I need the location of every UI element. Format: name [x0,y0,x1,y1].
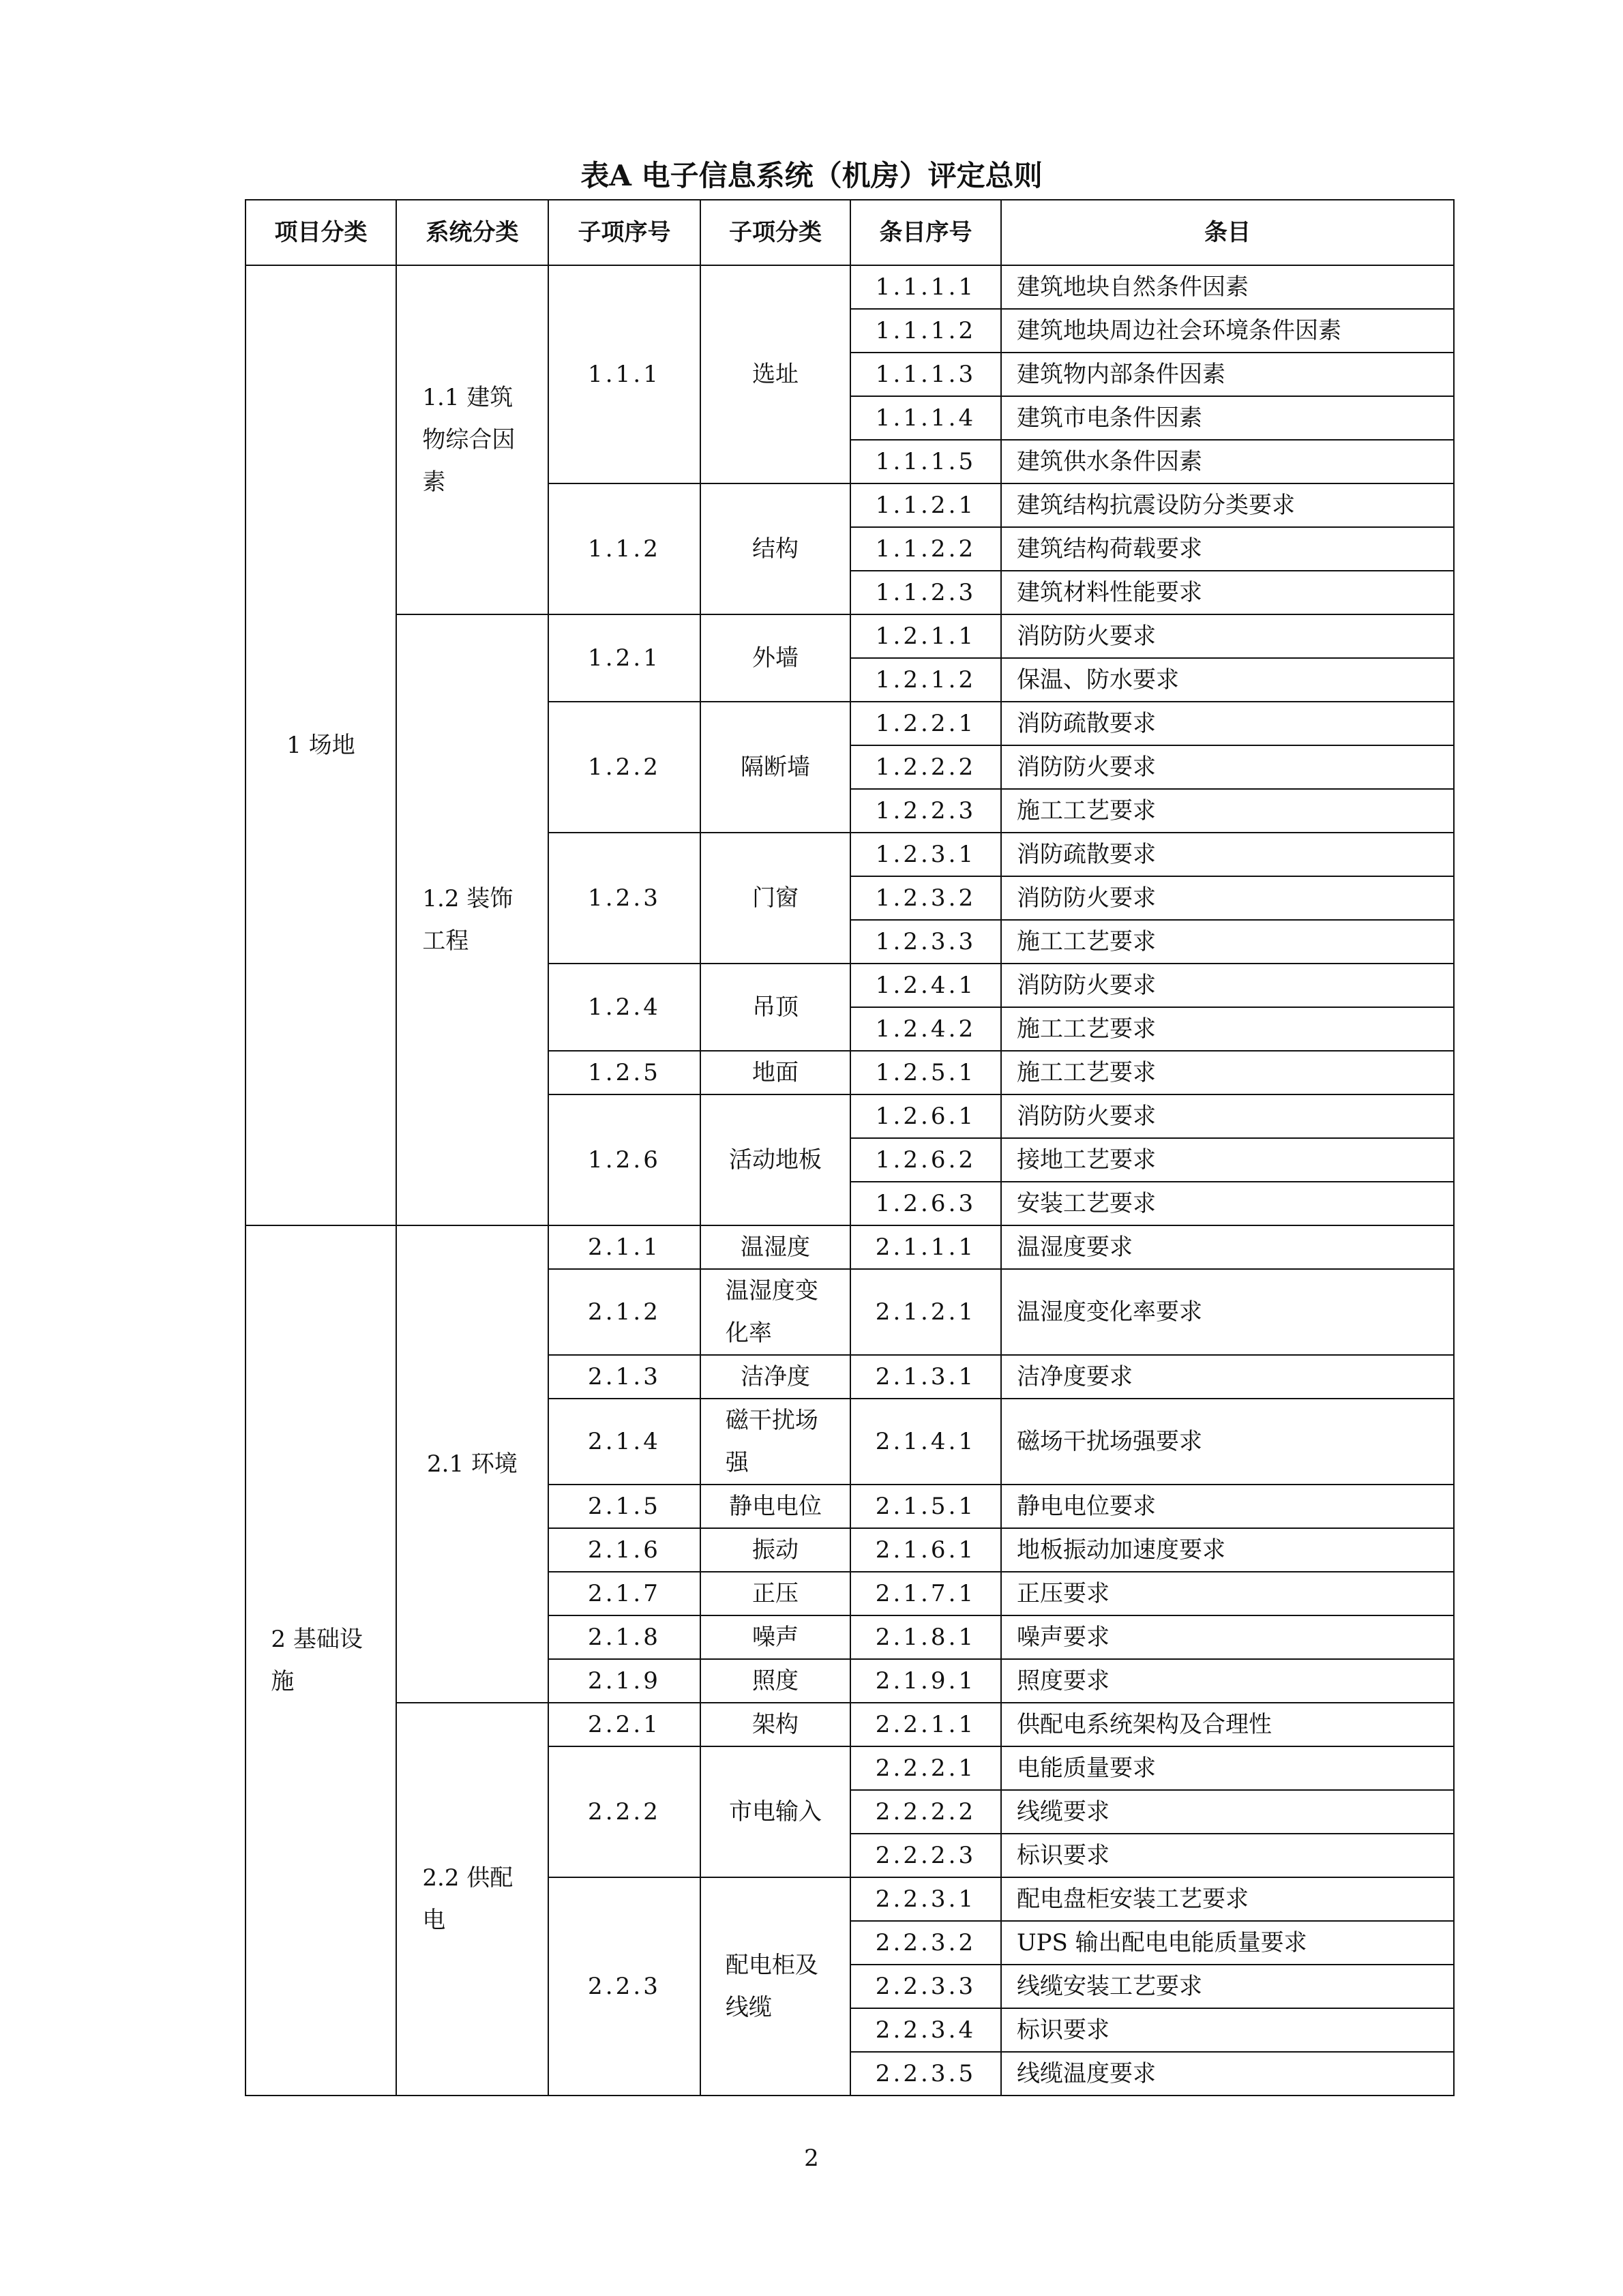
table-title: 表A 电子信息系统（机房）评定总则 [580,159,1043,192]
item-no-cell: 2.1.2.1 [850,1269,1001,1355]
item-no-cell: 1.1.2.1 [850,483,1001,527]
subitem-category-cell [700,1355,850,1399]
project-category-cell [245,265,396,1225]
item-cell: 标识要求 [1001,2008,1454,2052]
item-cell: 噪声要求 [1001,1615,1454,1659]
project-category-cell [245,1225,396,2096]
item-cell: 温湿度变化率要求 [1001,1269,1454,1355]
item-cell: 洁净度要求 [1001,1355,1454,1399]
item-cell: 静电电位要求 [1001,1485,1454,1528]
subitem-category-cell [700,1615,850,1659]
item-no-cell: 1.2.2.3 [850,789,1001,833]
item-cell: 建筑地块周边社会环境条件因素 [1001,309,1454,353]
header-project-category: 项目分类 [245,200,396,265]
subitem-category-cell [700,265,850,483]
item-cell: 线缆温度要求 [1001,2052,1454,2096]
item-cell: 正压要求 [1001,1572,1454,1615]
system-category-cell [396,1225,548,1703]
header-system-category: 系统分类 [396,200,548,265]
subitem-category-cell-text: 选址 [752,361,799,388]
subitem-category-cell-text: 照度 [752,1667,799,1695]
subitem-category-cell [700,483,850,614]
item-no-cell: 2.2.2.1 [850,1746,1001,1790]
subitem-no-cell: 1.1.1 [548,265,700,483]
subitem-category-cell [700,833,850,964]
item-cell: UPS 输出配电电能质量要求 [1001,1921,1454,1965]
item-no-cell: 2.2.3.2 [850,1921,1001,1965]
item-no-cell: 1.2.2.2 [850,745,1001,789]
item-no-cell: 1.1.1.3 [850,353,1001,396]
subitem-category-cell [700,1051,850,1094]
subitem-no-cell: 2.1.6 [548,1528,700,1572]
subitem-no-cell: 1.1.2 [548,483,700,614]
item-no-cell: 2.2.3.5 [850,2052,1001,2096]
system-category-cell-text: 2.1 环境 [427,1450,518,1478]
item-no-cell: 1.2.6.3 [850,1182,1001,1225]
item-no-cell: 1.1.2.3 [850,571,1001,614]
item-no-cell: 2.1.9.1 [850,1659,1001,1703]
item-cell: 磁场干扰场强要求 [1001,1399,1454,1485]
subitem-category-cell-text: 振动 [752,1536,799,1564]
item-cell: 施工工艺要求 [1001,920,1454,964]
subitem-category-cell-text: 配电柜及线缆 [725,1952,818,2021]
item-no-cell: 1.1.1.4 [850,396,1001,440]
item-no-cell: 2.1.3.1 [850,1355,1001,1399]
page-number: 2 [804,2145,819,2172]
subitem-category-cell [700,1572,850,1615]
item-cell: 消防防火要求 [1001,614,1454,658]
subitem-category-cell-text: 隔断墙 [741,754,810,781]
subitem-no-cell: 2.2.1 [548,1703,700,1746]
item-cell: 建筑供水条件因素 [1001,440,1454,483]
project-category-cell-text: 2 基础设施 [271,1626,363,1695]
subitem-category-cell-text: 磁干扰场强 [725,1407,818,1476]
item-cell: 电能质量要求 [1001,1746,1454,1790]
item-no-cell: 2.1.4.1 [850,1399,1001,1485]
subitem-category-cell [700,1746,850,1877]
item-no-cell: 1.1.1.2 [850,309,1001,353]
item-cell: 接地工艺要求 [1001,1138,1454,1182]
subitem-no-cell: 2.1.3 [548,1355,700,1399]
header-subitem-no: 子项序号 [548,200,700,265]
system-category-cell [396,265,548,614]
item-cell: 供配电系统架构及合理性 [1001,1703,1454,1746]
item-no-cell: 1.2.1.2 [850,658,1001,702]
subitem-no-cell: 2.1.5 [548,1485,700,1528]
system-category-cell-text: 1.2 装饰工程 [422,885,513,955]
item-cell: 消防防火要求 [1001,1094,1454,1138]
item-cell: 线缆要求 [1001,1790,1454,1834]
header-row [245,200,1454,265]
item-cell: 施工工艺要求 [1001,1051,1454,1094]
subitem-category-cell [700,1528,850,1572]
item-cell: 地板振动加速度要求 [1001,1528,1454,1572]
subitem-category-cell-text: 温湿度变化率 [725,1277,818,1347]
item-no-cell: 2.1.8.1 [850,1615,1001,1659]
header-item: 条目 [1001,200,1454,265]
table-row [245,265,1454,309]
subitem-category-cell-text: 活动地板 [729,1146,822,1174]
subitem-no-cell: 2.2.2 [548,1746,700,1877]
item-cell: 保温、防水要求 [1001,658,1454,702]
subitem-category-cell-text: 静电电位 [729,1493,822,1520]
subitem-no-cell: 1.2.6 [548,1094,700,1225]
subitem-category-cell-text: 结构 [752,535,799,563]
item-no-cell: 1.2.4.1 [850,964,1001,1007]
subitem-no-cell: 1.2.1 [548,614,700,702]
system-category-cell-text: 1.1 建筑物综合因素 [422,384,516,496]
item-no-cell: 1.2.4.2 [850,1007,1001,1051]
subitem-no-cell: 1.2.4 [548,964,700,1051]
subitem-category-cell [700,1269,850,1355]
subitem-category-cell-text: 外墙 [752,644,799,672]
subitem-category-cell [700,1485,850,1528]
subitem-no-cell: 2.2.3 [548,1877,700,2096]
subitem-category-cell [700,1094,850,1225]
item-no-cell: 2.2.2.2 [850,1790,1001,1834]
item-cell: 消防疏散要求 [1001,833,1454,876]
item-no-cell: 2.2.3.3 [850,1965,1001,2008]
subitem-category-cell-text: 洁净度 [741,1363,810,1390]
subitem-category-cell-text: 门窗 [752,884,799,912]
item-no-cell: 1.2.3.2 [850,876,1001,920]
item-no-cell: 2.1.7.1 [850,1572,1001,1615]
item-cell: 消防防火要求 [1001,745,1454,789]
item-no-cell: 1.2.6.2 [850,1138,1001,1182]
item-no-cell: 2.2.1.1 [850,1703,1001,1746]
item-cell: 建筑物内部条件因素 [1001,353,1454,396]
subitem-category-cell [700,614,850,702]
system-category-cell [396,1703,548,2096]
subitem-no-cell: 2.1.1 [548,1225,700,1269]
item-no-cell: 1.1.1.5 [850,440,1001,483]
item-cell: 建筑地块自然条件因素 [1001,265,1454,309]
subitem-category-cell-text: 温湿度 [741,1234,810,1261]
item-cell: 消防防火要求 [1001,964,1454,1007]
subitem-no-cell: 1.2.3 [548,833,700,964]
subitem-category-cell [700,1659,850,1703]
item-cell: 建筑材料性能要求 [1001,571,1454,614]
item-cell: 温湿度要求 [1001,1225,1454,1269]
header-item-no: 条目序号 [850,200,1001,265]
system-category-cell [396,614,548,1225]
item-no-cell: 2.1.5.1 [850,1485,1001,1528]
subitem-no-cell: 1.2.5 [548,1051,700,1094]
item-cell: 线缆安装工艺要求 [1001,1965,1454,2008]
item-no-cell: 2.2.3.1 [850,1877,1001,1921]
table-row [245,614,1454,658]
item-no-cell: 1.1.1.1 [850,265,1001,309]
subitem-category-cell-text: 架构 [752,1711,799,1738]
item-cell: 施工工艺要求 [1001,789,1454,833]
item-no-cell: 1.2.6.1 [850,1094,1001,1138]
item-no-cell: 2.1.1.1 [850,1225,1001,1269]
subitem-category-cell-text: 吊顶 [752,994,799,1021]
system-category-cell-text: 2.2 供配电 [422,1864,513,1934]
item-cell: 建筑结构抗震设防分类要求 [1001,483,1454,527]
item-cell: 安装工艺要求 [1001,1182,1454,1225]
header-subitem-category: 子项分类 [700,200,850,265]
subitem-category-cell-text: 地面 [752,1059,799,1086]
subitem-no-cell: 2.1.2 [548,1269,700,1355]
project-category-cell-text: 1 场地 [286,732,355,759]
table-row [245,1703,1454,1746]
item-no-cell: 1.2.3.3 [850,920,1001,964]
item-cell: 建筑市电条件因素 [1001,396,1454,440]
subitem-category-cell [700,1877,850,2096]
item-cell: 配电盘柜安装工艺要求 [1001,1877,1454,1921]
item-no-cell: 1.2.2.1 [850,702,1001,745]
item-no-cell: 2.2.3.4 [850,2008,1001,2052]
item-cell: 建筑结构荷载要求 [1001,527,1454,571]
subitem-category-cell [700,964,850,1051]
subitem-category-cell [700,1703,850,1746]
subitem-category-cell-text: 噪声 [752,1624,799,1651]
subitem-category-cell-text: 市电输入 [729,1798,822,1825]
evaluation-table [245,199,1455,2096]
item-no-cell: 2.2.2.3 [850,1834,1001,1877]
subitem-no-cell: 2.1.8 [548,1615,700,1659]
item-no-cell: 2.1.6.1 [850,1528,1001,1572]
subitem-category-cell [700,1399,850,1485]
subitem-category-cell-text: 正压 [752,1580,799,1607]
item-cell: 消防疏散要求 [1001,702,1454,745]
table-row [245,1225,1454,1269]
subitem-no-cell: 2.1.9 [548,1659,700,1703]
subitem-no-cell: 2.1.4 [548,1399,700,1485]
subitem-no-cell: 2.1.7 [548,1572,700,1615]
subitem-category-cell [700,702,850,833]
item-no-cell: 1.1.2.2 [850,527,1001,571]
item-cell: 照度要求 [1001,1659,1454,1703]
item-cell: 标识要求 [1001,1834,1454,1877]
subitem-category-cell [700,1225,850,1269]
item-no-cell: 1.2.5.1 [850,1051,1001,1094]
item-no-cell: 1.2.3.1 [850,833,1001,876]
item-cell: 消防防火要求 [1001,876,1454,920]
item-cell: 施工工艺要求 [1001,1007,1454,1051]
item-no-cell: 1.2.1.1 [850,614,1001,658]
subitem-no-cell: 1.2.2 [548,702,700,833]
